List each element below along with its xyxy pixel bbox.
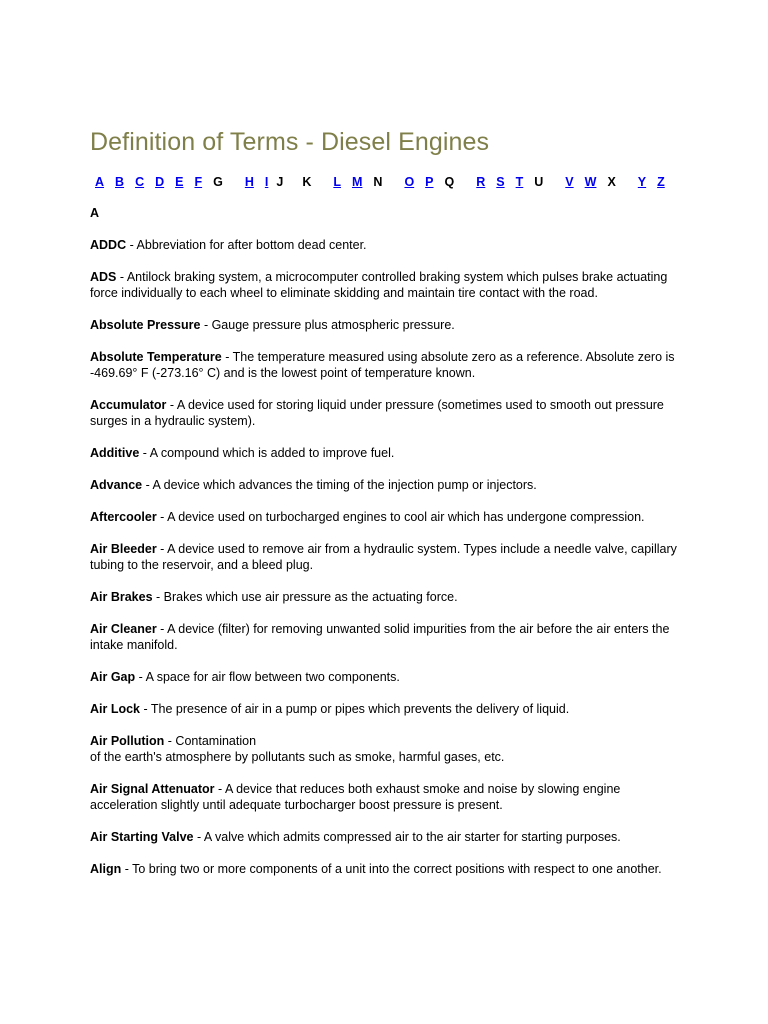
letter-link-o[interactable]: O: [404, 175, 415, 189]
term-entry: [90, 589, 690, 605]
term-definition: - Contamination of the earth's atmosphere by pollutants such as smoke, harmful gases, etc.: [90, 734, 505, 764]
term-name: Additive: [90, 446, 140, 460]
letter-cell: [135, 174, 144, 190]
document-page: [90, 126, 690, 893]
letter-text-u: U: [534, 175, 544, 189]
term-name: Air Signal Attenuator: [90, 782, 215, 796]
term-name: ADS: [90, 270, 117, 284]
term-definition: - A device used on turbocharged engines to cool air which has undergone compression.: [156, 510, 645, 524]
letter-cell: [445, 174, 466, 190]
letter-cell: [333, 174, 341, 190]
term-definition: - A space for air flow between two components.: [135, 670, 400, 684]
letter-link-e[interactable]: E: [175, 175, 184, 189]
term-definition: - Abbreviation for after bottom dead center.: [126, 238, 367, 252]
letter-link-t[interactable]: T: [515, 175, 524, 189]
letter-link-a[interactable]: A: [95, 175, 105, 189]
term-name: Air Pollution: [90, 734, 165, 748]
letter-cell: [476, 174, 485, 190]
term-definition: - Gauge pressure plus atmospheric pressure.: [200, 318, 455, 332]
letter-cell: [404, 174, 414, 190]
letter-cell: [194, 174, 202, 190]
term-entry: [90, 781, 690, 813]
letter-cell: [95, 174, 104, 190]
term-name: Absolute Temperature: [90, 350, 222, 364]
term-entry: [90, 317, 690, 333]
term-definition: - Antilock braking system, a microcomputer controlled braking system which pulses brake actuating force individually to each wheel to eliminate skidding and maintain tire contact with the road.: [90, 270, 668, 300]
alphabet-index: [90, 174, 690, 190]
term-entry: [90, 701, 690, 717]
term-entry: [90, 541, 690, 573]
term-name: Accumulator: [90, 398, 167, 412]
letter-cell: [534, 174, 554, 190]
term-definition: - A device used to remove air from a hydraulic system. Types include a needle valve, capillary tubing to the reservoir, and a bleed plug.: [90, 542, 677, 572]
letter-cell: [607, 174, 626, 190]
term-list: [90, 237, 690, 877]
letter-cell: [565, 174, 573, 190]
term-name: Advance: [90, 478, 143, 492]
letter-link-s[interactable]: S: [496, 175, 505, 189]
letter-cell: [585, 174, 597, 190]
term-name: Align: [90, 862, 122, 876]
letter-link-f[interactable]: F: [194, 175, 203, 189]
letter-cell: [155, 174, 164, 190]
letter-cell: [302, 174, 322, 190]
letter-link-y[interactable]: Y: [637, 175, 647, 189]
term-definition: - A device that reduces both exhaust smoke and noise by slowing engine acceleration slightly until adequate turbocharger boost pressure is present.: [90, 782, 621, 812]
letter-text-x: X: [607, 175, 616, 189]
letter-link-w[interactable]: W: [584, 175, 597, 189]
letter-link-l[interactable]: L: [333, 175, 341, 189]
letter-link-c[interactable]: C: [135, 175, 145, 189]
term-definition: - Brakes which use air pressure as the actuating force.: [152, 590, 458, 604]
letter-cell: [352, 174, 362, 190]
term-definition: - A device used for storing liquid under pressure (sometimes used to smooth out pressure surges in a hydraulic system).: [90, 398, 664, 428]
letter-link-d[interactable]: D: [155, 175, 165, 189]
term-definition: - A valve which admits compressed air to the air starter for starting purposes.: [193, 830, 621, 844]
term-definition: - A device which advances the timing of the injection pump or injectors.: [142, 478, 537, 492]
term-name: Absolute Pressure: [90, 318, 201, 332]
term-definition: - The presence of air in a pump or pipes which prevents the delivery of liquid.: [140, 702, 570, 716]
letter-cell: [115, 174, 124, 190]
term-definition: - A device (filter) for removing unwanted solid impurities from the air before the air enters the intake manifold.: [90, 622, 670, 652]
letter-link-m[interactable]: M: [351, 175, 363, 189]
letter-cell: [245, 174, 254, 190]
term-name: Air Gap: [90, 670, 136, 684]
term-name: Air Lock: [90, 702, 141, 716]
letter-link-p[interactable]: P: [425, 175, 434, 189]
term-entry: [90, 445, 690, 461]
term-entry: [90, 669, 690, 685]
term-name: Air Bleeder: [90, 542, 157, 556]
term-name: Air Brakes: [90, 590, 153, 604]
term-definition: - The temperature measured using absolute zero as a reference. Absolute zero is -469.69° F (-273.16° C) and is the lowest point of temperature known.: [90, 350, 675, 380]
letter-cell: [657, 174, 665, 190]
term-entry: [90, 237, 690, 253]
term-entry: [90, 733, 690, 765]
letter-text-n: N: [373, 175, 383, 189]
letter-cell: [213, 174, 234, 190]
term-name: ADDC: [90, 238, 127, 252]
letter-cell: [276, 174, 294, 190]
term-name: Air Starting Valve: [90, 830, 194, 844]
term-entry: [90, 621, 690, 653]
letter-cell: [373, 174, 393, 190]
term-entry: [90, 477, 690, 493]
letter-text-q: Q: [444, 175, 455, 189]
letter-text-k: K: [302, 175, 312, 189]
letter-text-g: G: [213, 175, 223, 189]
term-entry: [90, 397, 690, 429]
term-entry: [90, 349, 690, 381]
letter-cell: [496, 174, 504, 190]
section-heading-a: A: [90, 206, 100, 220]
term-name: Air Cleaner: [90, 622, 157, 636]
letter-text-j: J: [276, 175, 284, 189]
term-definition: - To bring two or more components of a unit into the correct positions with respect to one another.: [121, 862, 662, 876]
term-entry: [90, 269, 690, 301]
letter-link-i[interactable]: I: [264, 175, 269, 189]
letter-cell: [265, 174, 268, 190]
letter-link-h[interactable]: H: [244, 175, 254, 189]
letter-link-b[interactable]: B: [115, 175, 125, 189]
term-name: Aftercooler: [90, 510, 157, 524]
term-entry: [90, 861, 690, 877]
letter-cell: [175, 174, 183, 190]
letter-link-z[interactable]: Z: [657, 175, 665, 189]
letter-link-v[interactable]: V: [565, 175, 574, 189]
page-title: Definition of Terms - Diesel Engines: [90, 128, 490, 156]
term-entry: [90, 509, 690, 525]
letter-link-r[interactable]: R: [476, 175, 486, 189]
letter-cell: [638, 174, 646, 190]
letter-cell: [425, 174, 433, 190]
term-entry: [90, 829, 690, 845]
term-definition: - A compound which is added to improve fuel.: [139, 446, 395, 460]
letter-cell: [516, 174, 524, 190]
